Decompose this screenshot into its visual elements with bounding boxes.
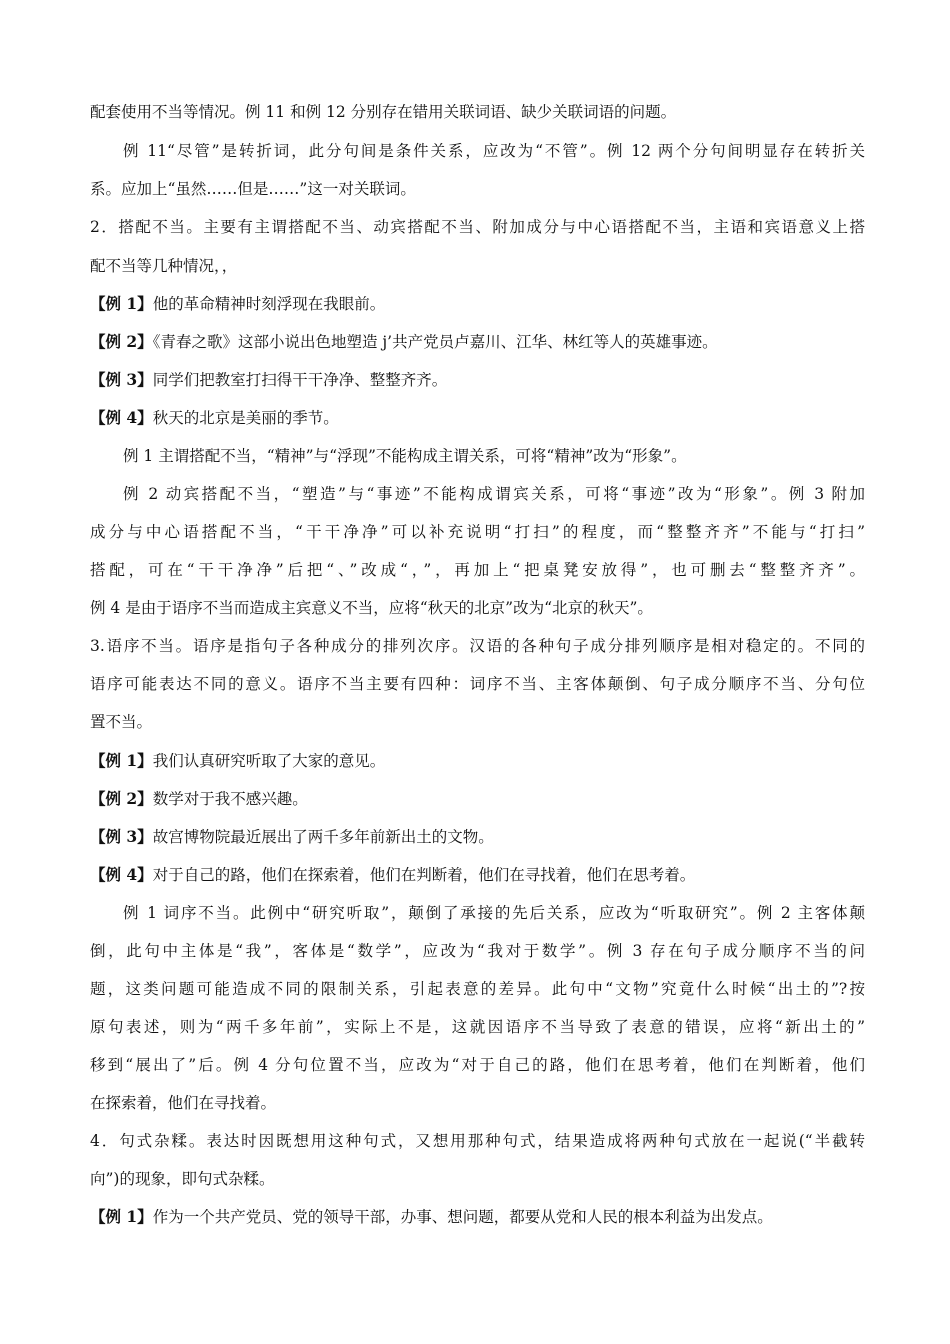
- example-line: [90, 370, 447, 390]
- example-marker: 【例 4】: [90, 408, 153, 427]
- example-line: [90, 865, 695, 885]
- text-line: 系。应加上“虽然……但是……”这一对关联词。: [90, 180, 416, 198]
- example-text: 数学对于我不感兴趣。: [152, 790, 308, 808]
- example-text: 我们认真研究听取了大家的意见。: [152, 752, 386, 770]
- text-line: 倒，此句中主体是“我”，客体是“数学”，应改为“我对于数学”。例 3 存在句子成分顺序不当的问: [90, 942, 865, 960]
- example-marker: 【例 1】: [90, 751, 153, 770]
- text-line: 配套使用不当等情况。例 11 和例 12 分别存在错用关联词语、缺少关联词语的问题。: [90, 103, 677, 121]
- text-line: 2．搭配不当。主要有主谓搭配不当、动宾搭配不当、附加成分与中心语搭配不当，主语和宾语意义上搭: [90, 218, 865, 236]
- text-line: 在探索着，他们在寻找着。: [90, 1094, 277, 1112]
- example-text: 作为一个共产党员、党的领导干部，办事、想问题，都要从党和人民的根本利益为出发点。: [152, 1208, 773, 1226]
- example-text: 秋天的北京是美丽的季节。: [152, 409, 339, 427]
- example-line: [90, 1207, 773, 1227]
- text-line: 移到“展出了”后。例 4 分句位置不当，应改为“对于自己的路，他们在思考着，他们在判断着，他们: [90, 1056, 865, 1074]
- text-line: 例 4 是由于语序不当而造成主宾意义不当，应将“秋天的北京”改为“北京的秋天”。: [90, 599, 653, 617]
- text-line: 置不当。: [90, 713, 153, 731]
- example-line: [90, 751, 385, 771]
- example-line: [90, 294, 385, 314]
- text-line: 搭配，可在“干干净净”后把“、”改成“，”，再加上“把桌凳安放得”，也可删去“整整齐齐”。: [90, 561, 865, 579]
- example-marker: 【例 4】: [90, 865, 153, 884]
- text-line: 例 1 主谓搭配不当，“精神”与“浮现”不能构成主谓关系，可将“精神”改为“形象”。: [123, 447, 687, 465]
- text-line: 例 2 动宾搭配不当，“塑造”与“事迹”不能构成谓宾关系，可将“事迹”改为“形象”。例 3 附加: [123, 485, 865, 503]
- example-marker: 【例 3】: [90, 370, 153, 389]
- example-marker: 【例 2】: [90, 789, 153, 808]
- text-line: 例 1 词序不当。此例中“研究听取”，颠倒了承接的先后关系，应改为“听取研究”。例 2 主客体颠: [123, 904, 865, 922]
- text-line: 向”)的现象，即句式杂糅。: [90, 1170, 275, 1188]
- example-line: [90, 827, 494, 847]
- example-line: [90, 408, 339, 428]
- text-line: 3.语序不当。语序是指句子各种成分的排列次序。汉语的各种句子成分排列顺序是相对稳定的。不同的: [90, 637, 865, 655]
- example-text: 故宫博物院最近展出了两千多年前新出土的文物。: [152, 828, 494, 846]
- text-line: 原句表述，则为“两千多年前”，实际上不是，这就因语序不当导致了表意的错误，应将“新出土的”: [90, 1018, 865, 1036]
- example-text: 《青春之歌》这部小说出色地塑造 j’共产党员卢嘉川、江华、林红等人的英雄事迹。: [152, 333, 718, 351]
- text-line: 配不当等几种情况，，: [90, 257, 238, 275]
- example-marker: 【例 2】: [90, 332, 153, 351]
- text-line: 成分与中心语搭配不当，“干干净净”可以补充说明“打扫”的程度，而“整整齐齐”不能与“打扫”: [90, 523, 865, 541]
- text-line: 语序可能表达不同的意义。语序不当主要有四种：词序不当、主客体颠倒、句子成分顺序不当、分句位: [90, 675, 865, 693]
- example-marker: 【例 1】: [90, 294, 153, 313]
- example-text: 对于自己的路，他们在探索着，他们在判断着，他们在寻找着，他们在思考着。: [152, 866, 696, 884]
- example-line: [90, 332, 718, 352]
- example-line: [90, 789, 308, 809]
- example-marker: 【例 3】: [90, 827, 153, 846]
- text-line: 例 11“尽管”是转折词，此分句间是条件关系，应改为“不管”。例 12 两个分句间明显存在转折关: [123, 142, 865, 160]
- text-line: 4．句式杂糅。表达时因既想用这种句式，又想用那种句式，结果造成将两种句式放在一起说(“半截转: [90, 1132, 865, 1150]
- example-text: 他的革命精神时刻浮现在我眼前。: [152, 295, 386, 313]
- example-text: 同学们把教室打扫得干干净净、整整齐齐。: [152, 371, 448, 389]
- text-line: 题，这类问题可能造成不同的限制关系，引起表意的差异。此句中“文物”究竟什么时候“出土的”?按: [90, 980, 865, 998]
- example-marker: 【例 1】: [90, 1207, 153, 1226]
